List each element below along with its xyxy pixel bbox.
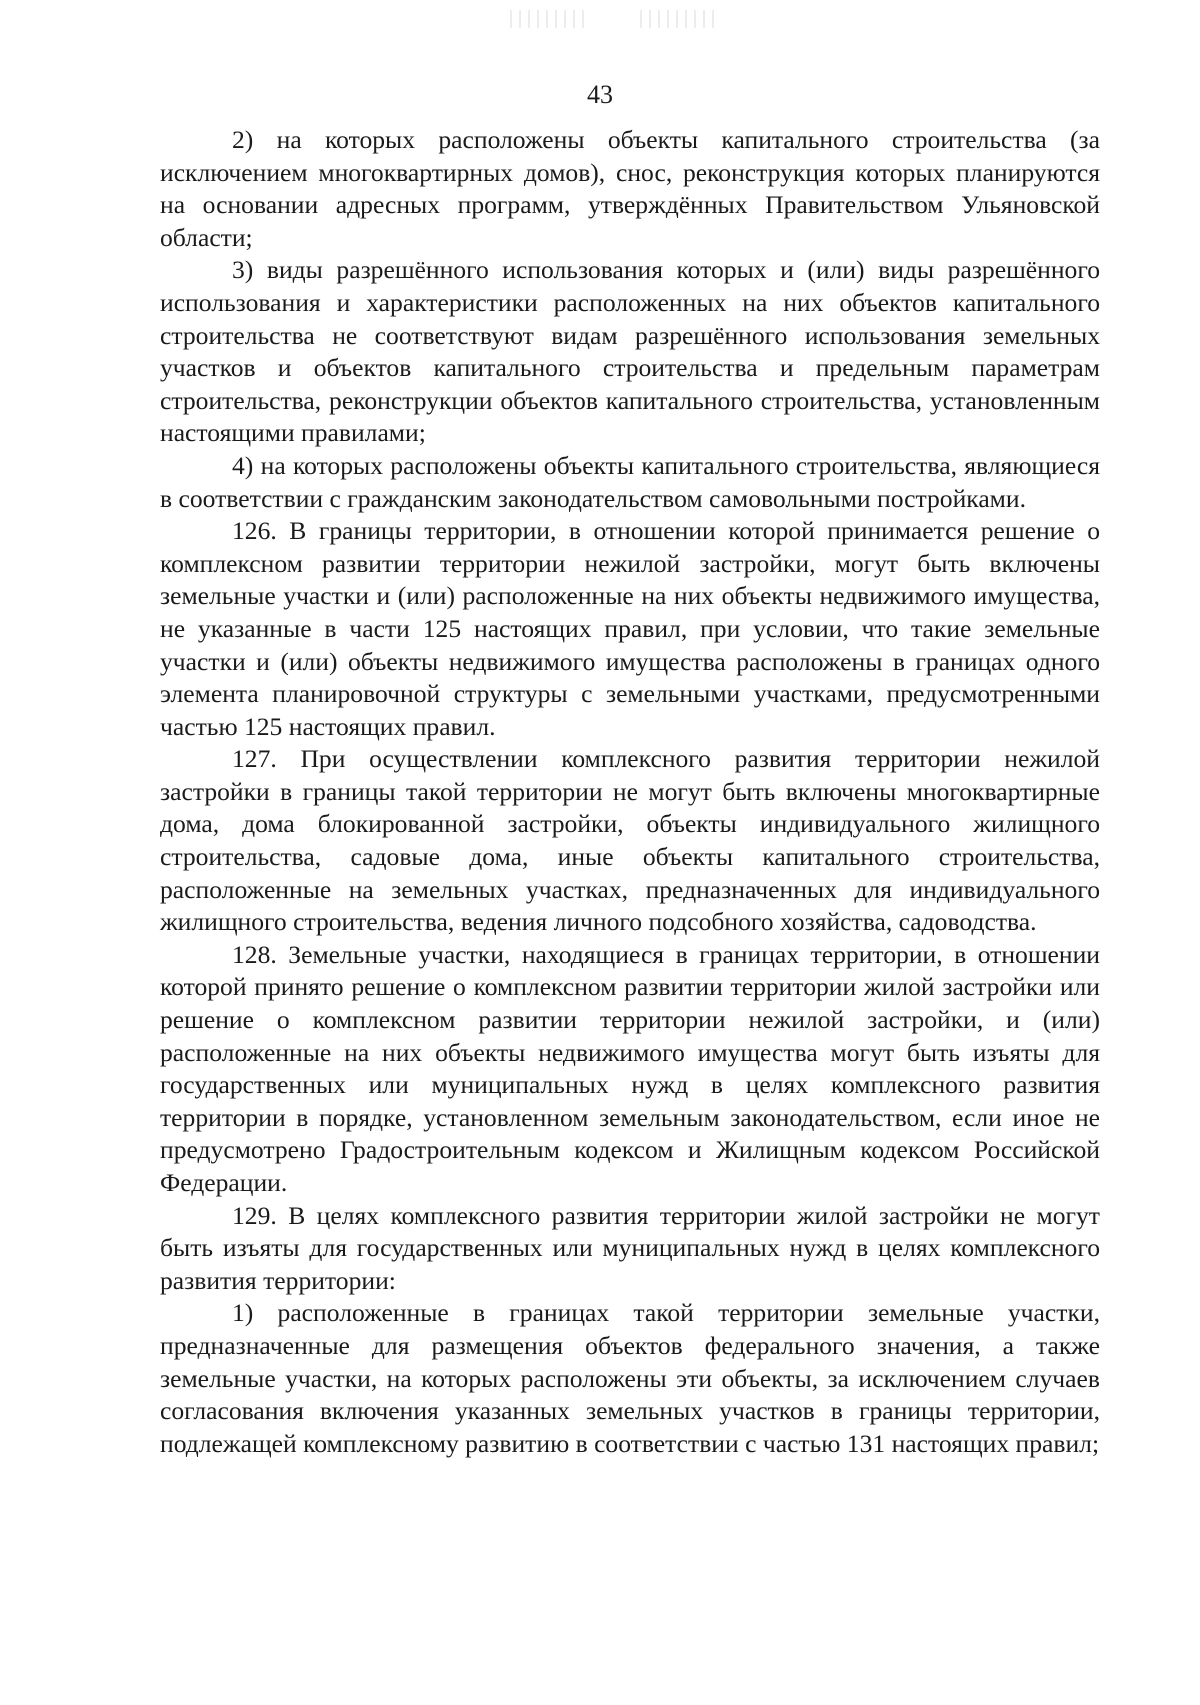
page-number: 43 [587,80,613,109]
clause-126: 126. В границы территории, в отношении которой принимается решение о комплексном развитии территории нежилой застройки, могут быть включены земельные участки и (или) расположенные на них объекты недвижимого имущества, не указанные в части 125 настоящих правил, при условии, что такие земельные участки и (или) объекты недвижимого имущества расположены в границах одного элемента планировочной структуры с земельными участками, предусмотренными частью 125 настоящих правил. [160,516,1100,741]
list-item-3: 3) виды разрешённого использования которых и (или) виды разрешённого использования и характеристики расположенных на них объектов капитального строительства не соответствуют видам разрешённого использования земельных участков и объектов капитального строительства и предельным параметрам строительства, реконструкции объектов капитального строительства, установленным настоящими правилами; [160,255,1100,448]
scan-artifact [510,10,590,28]
list-item-4: 4) на которых расположены объекты капитального строительства, являющиеся в соответствии с гражданским законодательством самовольными постройками. [160,450,1100,513]
scan-artifact [640,10,720,28]
clause-129: 129. В целях комплексного развития территории жилой застройки не могут быть изъяты для государственных или муниципальных нужд в целях комплексного развития территории: [160,1200,1100,1295]
clause-127: 127. При осуществлении комплексного развития территории нежилой застройки в границы такой территории не могут быть включены многоквартирные дома, дома блокированной застройки, объекты индивидуального жилищного строительства, садовые дома, иные объекты капитального строительства, расположенные на земельных участках, предназначенных для индивидуального жилищного строительства, ведения личного подсобного хозяйства, садоводства. [160,744,1100,937]
document-body [160,124,1100,1460]
clause-129-item-1: 1) расположенные в границах такой территории земельные участки, предназначенные для размещения объектов федерального значения, а также земельные участки, на которых расположены эти объекты, за исключением случаев согласования включения указанных земельных участков в границы территории, подлежащей комплексному развитию в соответствии с частью 131 настоящих правил; [160,1298,1100,1458]
list-item-2: 2) на которых расположены объекты капитального строительства (за исключением многоквартирных домов), снос, реконструкция которых планируются на основании адресных программ, утверждённых Правительством Ульяновской области; [160,125,1100,252]
clause-128: 128. Земельные участки, находящиеся в границах территории, в отношении которой принято решение о комплексном развитии территории жилой застройки или решение о комплексном развитии территории нежилой застройки, и (или) расположенные на них объекты недвижимого имущества могут быть изъяты для государственных или муниципальных нужд в целях комплексного развития территории в порядке, установленном земельным законодательством, если иное не предусмотрено Градостроительным кодексом и Жилищным кодексом Российской Федерации. [160,939,1100,1197]
